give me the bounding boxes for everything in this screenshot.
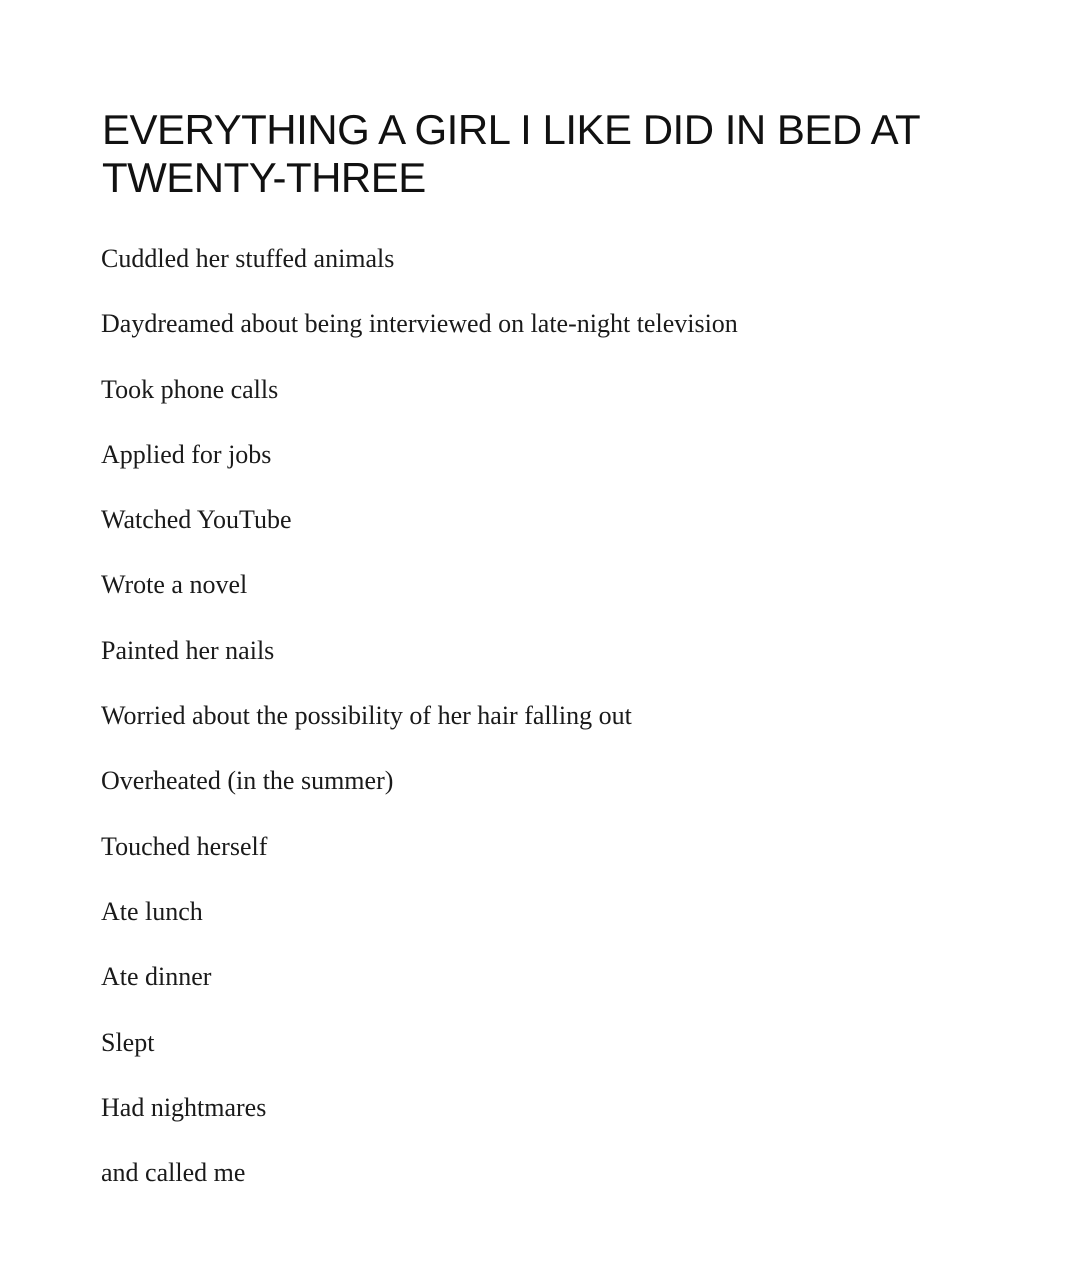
poem-line: Wrote a novel	[101, 570, 248, 600]
poem-line: Slept	[101, 1027, 155, 1057]
poem-line: Watched YouTube	[101, 505, 292, 535]
poem-lines	[101, 241, 738, 1220]
poem-line: Had nightmares	[101, 1092, 267, 1122]
poem-line: Daydreamed about being interviewed on late-night television	[101, 309, 738, 339]
poem-line: and called me	[101, 1158, 246, 1188]
poem-line: Worried about the possibility of her hair falling out	[101, 701, 632, 731]
poem-line: Overheated (in the summer)	[101, 766, 394, 796]
poem-line: Took phone calls	[101, 374, 279, 404]
poem-title: EVERYTHING A GIRL I LIKE DID IN BED AT TWENTY-THREE	[102, 106, 920, 201]
poem-line: Ate dinner	[101, 962, 212, 992]
poem-line: Cuddled her stuffed animals	[101, 244, 395, 273]
poem-line: Painted her nails	[101, 635, 275, 665]
poem-line: Applied for jobs	[101, 439, 272, 469]
poem-line: Touched herself	[101, 831, 268, 861]
poem-line: Ate lunch	[101, 896, 203, 926]
